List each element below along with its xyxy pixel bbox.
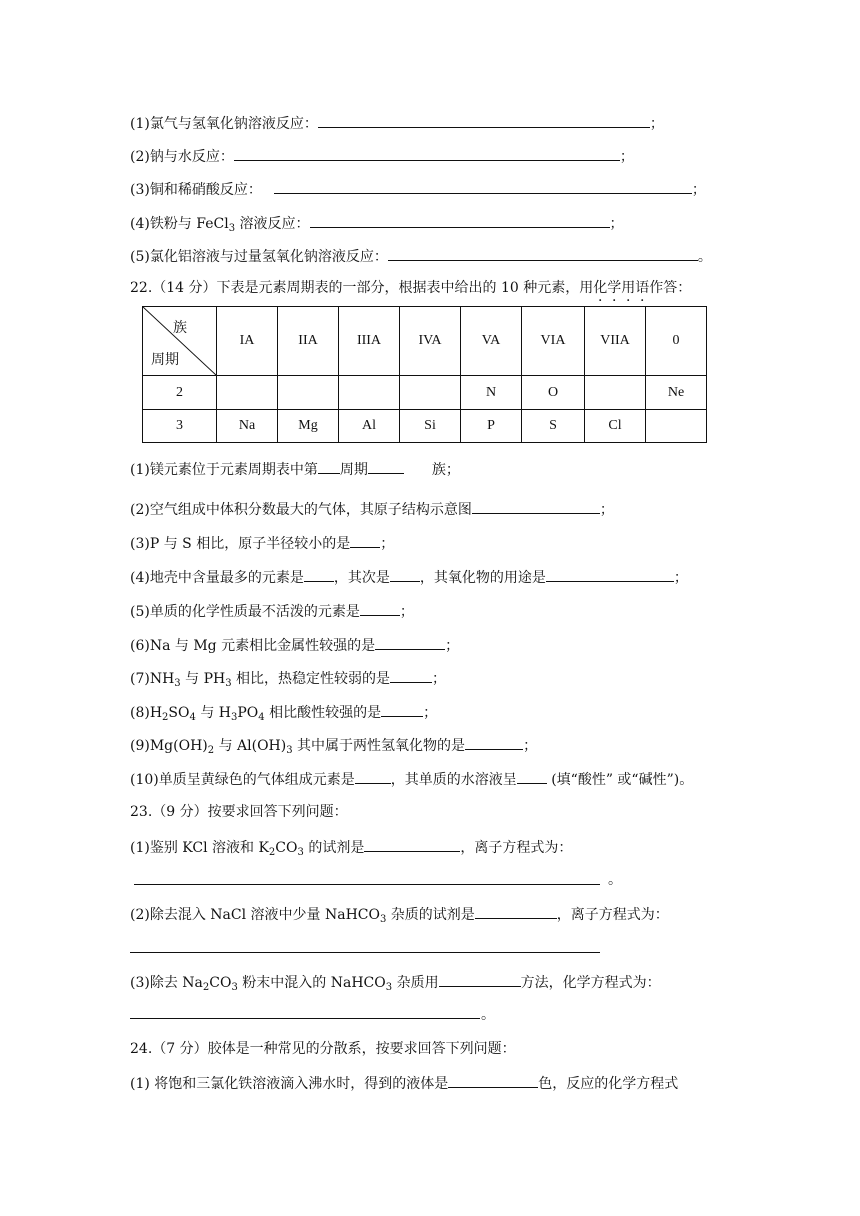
- answer-blank[interactable]: [388, 245, 698, 261]
- text: (1) 将饱和三氯化铁溶液滴入沸水时，得到的液体是: [130, 1076, 449, 1092]
- answer-blank[interactable]: [360, 600, 400, 616]
- q21-item-3: [130, 178, 706, 200]
- corner-group-label: 族: [173, 321, 187, 336]
- answer-blank[interactable]: [465, 734, 523, 750]
- q22-sub3: [130, 532, 394, 554]
- table-row: [143, 376, 707, 410]
- text: (4)地壳中含量最多的元素是: [130, 570, 304, 586]
- text: (6)Na 与 Mg 元素相比金属性较强的是: [130, 638, 376, 654]
- answer-line[interactable]: [130, 1018, 480, 1019]
- punct: ；: [619, 149, 634, 165]
- q22-sub10: [130, 768, 693, 790]
- element-cell: Al: [339, 410, 400, 443]
- text: ，其氧化物的用途是: [419, 570, 546, 586]
- q21-item-5-label: (5)氯化铝溶液与过量氢氧化钠溶液反应：: [130, 249, 388, 265]
- punct: ；: [609, 216, 624, 232]
- element-cell: S: [522, 410, 585, 443]
- text: 色，反应的化学方程式: [538, 1076, 679, 1092]
- q21-item-1: [130, 112, 664, 134]
- answer-blank[interactable]: [546, 566, 674, 582]
- element-cell: [400, 376, 461, 410]
- punct: 。: [481, 1007, 495, 1023]
- element-cell: [339, 376, 400, 410]
- q23-sub1-end: [608, 870, 622, 890]
- text: 粉末中混入的 NaHCO: [237, 975, 386, 991]
- corner-period-label: 周期: [151, 353, 179, 368]
- element-cell: Na: [217, 410, 278, 443]
- q23-intro-text: 23.（9 分）按要求回答下列问题：: [130, 804, 348, 820]
- text: (7)NH: [130, 671, 175, 687]
- element-cell: [585, 376, 646, 410]
- text: ；: [432, 671, 447, 687]
- answer-blank[interactable]: [517, 768, 547, 784]
- answer-blank[interactable]: [390, 566, 420, 582]
- answer-blank[interactable]: [318, 458, 340, 474]
- subscript: 3: [385, 982, 393, 993]
- answer-blank[interactable]: [381, 701, 423, 717]
- q23-sub3: [130, 971, 661, 993]
- subscript: 4: [258, 712, 265, 723]
- text: ；: [380, 536, 395, 552]
- answer-blank[interactable]: [475, 903, 557, 919]
- q23-sub3-end: [481, 1005, 495, 1025]
- q22-sub1: [130, 458, 460, 480]
- text: 与 Al(OH): [214, 738, 287, 754]
- emphasis-char: 学: [607, 280, 622, 296]
- answer-blank[interactable]: [472, 498, 600, 514]
- element-cell: N: [461, 376, 522, 410]
- subscript: 3: [286, 745, 293, 756]
- text: (2)空气组成中体积分数最大的气体，其原子结构示意图: [130, 502, 472, 518]
- subscript: 3: [297, 847, 304, 858]
- q22-sub8: [130, 701, 437, 723]
- text: 相比，热稳定性较弱的是: [231, 671, 391, 687]
- element-cell: [217, 376, 278, 410]
- element-cell: [278, 376, 339, 410]
- group-header: VA: [461, 307, 522, 376]
- text: (8)H: [130, 705, 163, 721]
- element-cell: Cl: [585, 410, 646, 443]
- subscript: 4: [189, 712, 196, 723]
- answer-blank[interactable]: [355, 768, 391, 784]
- element-cell: Ne: [646, 376, 707, 410]
- subscript: 3: [174, 678, 181, 689]
- answer-line[interactable]: [130, 952, 600, 953]
- text: (填“酸性” 或“碱性”)。: [546, 772, 694, 788]
- element-cell: Mg: [278, 410, 339, 443]
- q24-sub1: [130, 1072, 678, 1094]
- q24-intro-text: 24.（7 分）胶体是一种常见的分散系，按要求回答下列问题：: [130, 1041, 516, 1057]
- punct: 。: [608, 872, 622, 888]
- period-cell: 2: [143, 376, 217, 410]
- group-header: IA: [217, 307, 278, 376]
- emphasis-char: 化: [593, 280, 608, 296]
- subscript: 3: [230, 712, 238, 723]
- answer-blank[interactable]: [390, 667, 432, 683]
- text: 与 H: [195, 705, 231, 721]
- answer-blank[interactable]: [350, 532, 380, 548]
- text: (1)鉴别 KCl 溶液和 K: [130, 840, 269, 856]
- q22-intro-end: 作答：: [649, 280, 692, 296]
- answer-blank[interactable]: [448, 1072, 538, 1088]
- q24-intro: [130, 1039, 516, 1059]
- text: CO: [209, 975, 232, 991]
- answer-line[interactable]: [134, 884, 600, 885]
- text: ，其单质的水溶液呈: [390, 772, 517, 788]
- element-cell: Si: [400, 410, 461, 443]
- q21-item-2-label: (2)钠与水反应：: [130, 149, 234, 165]
- q21-item-4-label: (4)铁粉与 FeCl: [130, 216, 229, 232]
- text: 的试剂是: [303, 840, 365, 856]
- answer-blank[interactable]: [364, 836, 460, 852]
- answer-blank[interactable]: [439, 971, 521, 987]
- periodic-table: [142, 306, 707, 443]
- text: 方法，化学方程式为：: [520, 975, 661, 991]
- answer-blank[interactable]: [375, 634, 445, 650]
- q23-sub2: [130, 903, 669, 925]
- answer-blank[interactable]: [274, 178, 692, 194]
- q22-sub2: [130, 498, 614, 520]
- text: (10)单质呈黄绿色的气体组成元素是: [130, 772, 355, 788]
- text: ；: [599, 502, 614, 518]
- punct: 。: [697, 249, 712, 265]
- subscript: 2: [162, 712, 169, 723]
- text: ，离子方程式为：: [556, 907, 669, 923]
- q22-sub4: [130, 566, 688, 588]
- q22-sub9: [130, 734, 537, 756]
- text: (3)除去 Na: [130, 975, 203, 991]
- subscript: 2: [202, 982, 210, 993]
- emphasis-char: 用: [621, 280, 636, 296]
- q22-intro: [130, 278, 691, 298]
- text: (3)P 与 S 相比，原子半径较小的是: [130, 536, 351, 552]
- q21-item-5: [130, 245, 712, 267]
- group-header: IIIA: [339, 307, 400, 376]
- answer-blank[interactable]: [310, 212, 610, 228]
- text: 其中属于两性氢氧化物的是: [292, 738, 466, 754]
- text: ；: [523, 738, 538, 754]
- emphasis-char: 语: [635, 280, 650, 296]
- q23-intro: [130, 802, 348, 822]
- table-corner-cell: [143, 307, 217, 376]
- text: 杂质的试剂是: [386, 907, 475, 923]
- q21-item-4-tail: 溶液反应：: [235, 216, 310, 232]
- period-cell: 3: [143, 410, 217, 443]
- subscript: 3: [231, 982, 238, 993]
- answer-blank[interactable]: [234, 145, 620, 161]
- q22-sub7: [130, 667, 446, 689]
- text: SO: [168, 705, 190, 721]
- text: 族；: [431, 462, 460, 478]
- q21-item-2: [130, 145, 634, 167]
- subscript: 3: [228, 223, 236, 234]
- group-header: IVA: [400, 307, 461, 376]
- text: 相比酸性较强的是: [264, 705, 382, 721]
- subscript: 2: [207, 745, 215, 756]
- q21-item-3-label: (3)铜和稀硝酸反应：: [130, 182, 262, 198]
- element-cell: P: [461, 410, 522, 443]
- answer-blank[interactable]: [368, 458, 404, 474]
- answer-blank[interactable]: [304, 566, 334, 582]
- punct: ；: [649, 116, 664, 132]
- q21-item-1-label: (1)氯气与氢氧化钠溶液反应：: [130, 116, 318, 132]
- text: ，其次是: [333, 570, 390, 586]
- subscript: 2: [268, 847, 276, 858]
- table-row: [143, 410, 707, 443]
- text: (2)除去混入 NaCl 溶液中少量 NaHCO: [130, 907, 380, 923]
- subscript: 3: [225, 678, 232, 689]
- text: (1)镁元素位于元素周期表中第: [130, 462, 318, 478]
- text: PO: [237, 705, 259, 721]
- group-header: IIA: [278, 307, 339, 376]
- text: 杂质用: [392, 975, 439, 991]
- text: CO: [275, 840, 298, 856]
- text: (5)单质的化学性质最不活泼的元素是: [130, 604, 360, 620]
- text: (9)Mg(OH): [130, 738, 208, 754]
- punct: ；: [691, 182, 706, 198]
- text: 周期: [339, 462, 368, 478]
- text: ；: [423, 705, 438, 721]
- text: 与 PH: [180, 671, 226, 687]
- subscript: 3: [379, 914, 387, 925]
- text: ；: [673, 570, 688, 586]
- group-header: 0: [646, 307, 707, 376]
- text: ；: [445, 638, 460, 654]
- q22-intro-text: 22.（14 分）下表是元素周期表的一部分，根据表中给出的 10 种元素，用: [130, 280, 594, 296]
- group-header: VIIA: [585, 307, 646, 376]
- text: ；: [399, 604, 414, 620]
- q23-sub1: [130, 836, 572, 858]
- answer-blank[interactable]: [318, 112, 650, 128]
- q22-sub6: [130, 634, 459, 656]
- element-cell: O: [522, 376, 585, 410]
- group-header: VIA: [522, 307, 585, 376]
- table-header-row: [143, 307, 707, 376]
- text: ，离子方程式为：: [460, 840, 573, 856]
- q21-item-4: [130, 212, 624, 234]
- element-cell: [646, 410, 707, 443]
- q22-sub5: [130, 600, 414, 622]
